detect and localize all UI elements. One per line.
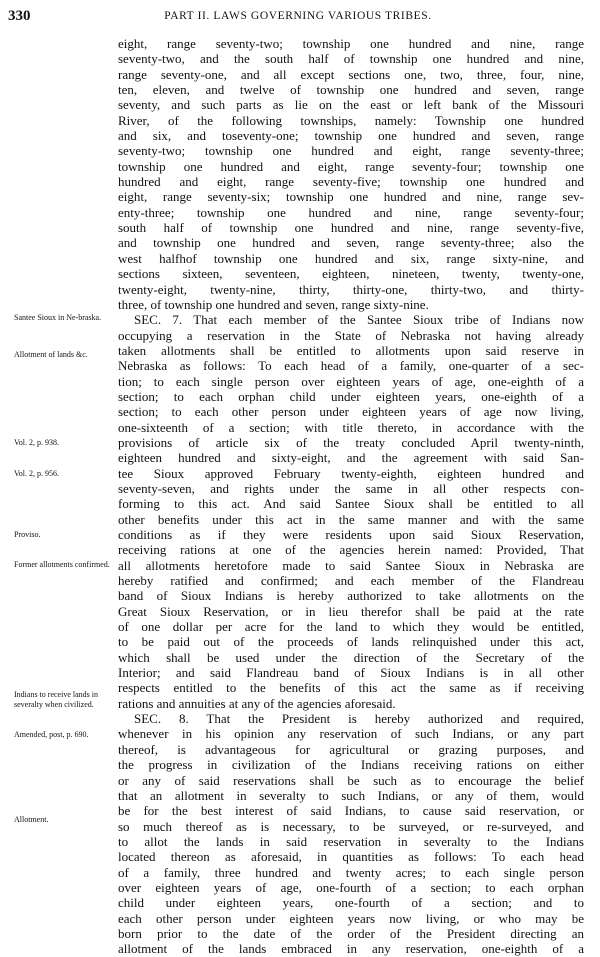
text-line: three, of township one hundred and seven, range sixty-nine.: [118, 296, 429, 312]
text-line: child under eighteen years, one-fourth of a section; and to: [118, 895, 584, 911]
text-line: tee Sioux approved February twenty-eighth, eighteen hundred and: [118, 465, 584, 481]
text-line: section; to each orphan child under eighteen years, one-eighth of a: [118, 388, 584, 404]
text-line: band of Sioux Indians is hereby authorized to take allotments on the: [118, 588, 584, 604]
text-line: Interior; and said Flandreau band of Sioux Indians is in all other: [118, 665, 584, 681]
text-line: over eighteen years of age, one-fourth of a section; to each orphan: [118, 879, 584, 895]
text-line: which shall be used under the direction of the Secretary of the: [118, 649, 584, 665]
text-line: the progress in civilization of the Indians receiving rations on either: [118, 757, 584, 773]
text-line: SEC. 7. That each member of the Santee Sioux tribe of Indians now: [134, 312, 584, 328]
text-line: or any of said reservations shall be such as to encourage the belief: [118, 772, 584, 788]
text-line: seventy, and such parts as lie on the east or left bank of the Missouri: [118, 97, 584, 113]
text-line: Great Sioux Reservation, or in lieu therefor shall be paid at the rate: [118, 603, 584, 619]
text-line: rations and annuities at any of the agencies aforesaid.: [118, 695, 396, 711]
text-line: of a family, three hundred and twenty acres; to each single person: [118, 864, 584, 880]
text-line: receiving rations at one of the agencies herein named: Provided, That: [118, 542, 584, 558]
text-line: so much thereof as is necessary, to be surveyed, or re-surveyed, and: [118, 818, 584, 834]
text-line: seventy-two; township one hundred and eight, range seventy-three;: [118, 143, 584, 159]
text-line: west halfhof township one hundred and six, range sixty-nine, and: [118, 250, 584, 266]
text-line: hundred and eight, range seventy-five; township one hundred and: [118, 174, 584, 190]
text-line: other benefits under this act in the same manner and with the same: [118, 511, 584, 527]
text-line: tion; to each single person over eighteen years of age, one-eighth of a: [118, 373, 584, 389]
margin-note: Amended, post, p. 690.: [14, 730, 89, 739]
margin-note: Allotment of lands &c.: [14, 350, 88, 359]
text-line: sections sixteen, seventeen, eighteen, nineteen, twenty, twenty-one,: [118, 266, 584, 282]
text-line: occupying a reservation in the State of Nebraska not having already: [118, 327, 584, 343]
text-line: Nebraska as follows: To each head of a family, one-quarter of a sec-: [118, 358, 584, 374]
text-line: seventy-two, and the south half of township one hundred and nine,: [118, 51, 584, 67]
text-line: and six, and toseventy-one; township one hundred and seven, range: [118, 128, 584, 144]
text-line: to allot the lands in said reservation in severalty to the Indians: [118, 833, 584, 849]
text-line: taken allotments shall be entitled to allotments upon said reserve in: [118, 342, 584, 358]
margin-note: Proviso.: [14, 530, 41, 539]
margin-note: Vol. 2, p. 938.: [14, 438, 59, 447]
text-line: each other person under eighteen years now living, or who may be: [118, 910, 584, 926]
text-line: township one hundred and eight, range seventy-four; township one: [118, 158, 584, 174]
text-line: eight, range seventy-six; township one hundred and nine, range sev-: [118, 189, 584, 205]
text-line: one-sixteenth of a section; with title thereto, in accordance with the: [118, 419, 584, 435]
text-line: of one dollar per acre for the land to which they would be entitled,: [118, 619, 584, 635]
body-text: [118, 36, 584, 957]
text-line: whenever in his opinion any reservation of such Indians, or any part: [118, 726, 584, 742]
margin-note: Santee Sioux in Ne-braska.: [14, 313, 102, 322]
text-line: be for the best interest of said Indians, to cause said reservation, or: [118, 803, 584, 819]
page-header: [8, 8, 588, 28]
text-line: eighteen hundred and sixty-eight, and the agreement with said San-: [118, 450, 584, 466]
margin-note: Vol. 2, p. 956.: [14, 469, 59, 478]
text-line: conditions as if they were residents upon said Sioux Reservation,: [118, 527, 584, 542]
running-title: PART II. LAWS GOVERNING VARIOUS TRIBES.: [164, 10, 432, 22]
text-line: all allotments heretofore made to said Santee Sioux in Nebraska are: [118, 557, 584, 573]
text-line: allotment of the lands embraced in any reservation, one-eighth of a: [118, 941, 584, 957]
text-line: and township one hundred and seven, range seventy-three; also the: [118, 235, 584, 251]
margin-note: Allotment.: [14, 815, 49, 824]
text-line: SEC. 8. That the President is hereby authorized and required,: [134, 711, 584, 727]
text-line: eight, range seventy-two; township one hundred and nine, range: [118, 36, 584, 51]
text-line: ten, eleven, and twelve of township one hundred and seven, range: [118, 82, 584, 98]
text-line: hereby ratified and confirmed; and each member of the Flandreau: [118, 573, 584, 589]
text-line: section; to each other person under eighteen years of age now living,: [118, 404, 584, 420]
margin-note: Former allotments confirmed.: [14, 560, 110, 569]
text-line: that an allotment in severalty to such Indians, or any of them, would: [118, 787, 584, 803]
text-line: twenty-eight, twenty-nine, thirty, thirty-one, thirty-two, and thirty-: [118, 281, 584, 297]
text-line: to be paid out of the proceeds of lands relinquished under this act,: [118, 634, 584, 650]
text-line: River, of the following townships, namely: Township one hundred: [118, 112, 584, 128]
text-line: provisions of article six of the treaty concluded April twenty-ninth,: [118, 434, 584, 450]
text-line: born prior to the date of the order of the President directing an: [118, 925, 584, 941]
text-line: range seventy-one, and all except sections one, two, three, four, nine,: [118, 66, 584, 82]
text-line: seventy-seven, and rights under the same in all other respects con-: [118, 480, 584, 496]
page-number: 330: [8, 8, 31, 24]
text-line: respects entitled to the benefits of this act the same as if receiving: [118, 680, 584, 696]
margin-note: Indians to receive lands in severalty when civilized.: [14, 690, 98, 709]
text-line: south half of township one hundred and nine, range seventy-five,: [118, 220, 584, 236]
text-line: forming to this act. And said Santee Sioux shall be entitled to all: [118, 496, 584, 512]
text-line: located thereon as aforesaid, in quantities as follows: To each head: [118, 849, 584, 865]
text-line: thereof, is advantageous for agricultural or grazing purposes, and: [118, 741, 584, 757]
text-line: enty-three; township one hundred and nine, range seventy-four;: [118, 204, 584, 220]
